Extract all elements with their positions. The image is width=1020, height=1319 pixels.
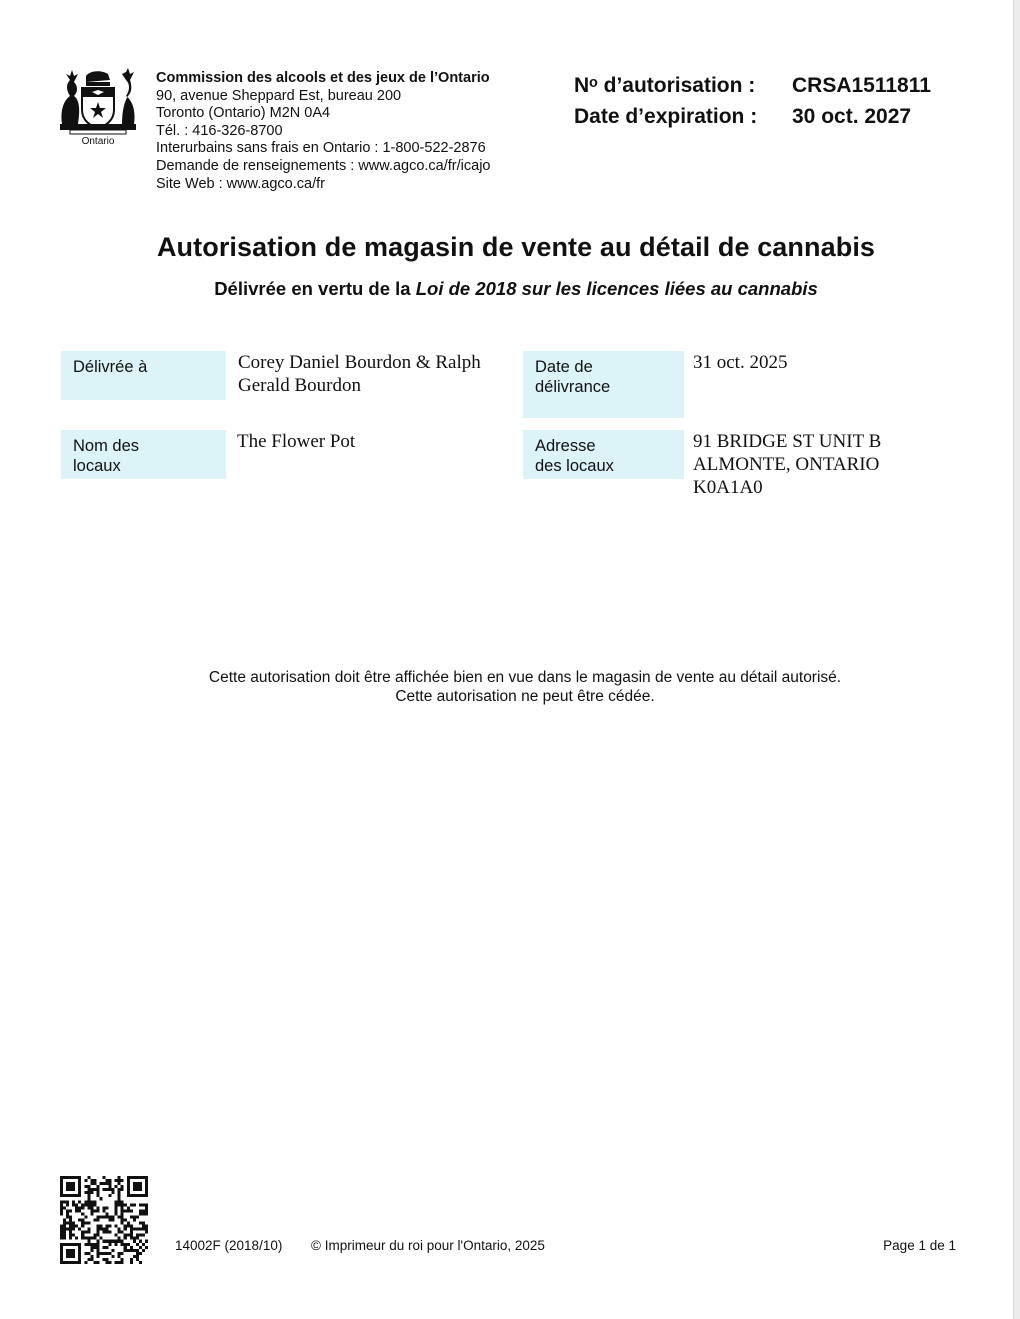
premises-name-label-line2: locaux (73, 457, 121, 475)
issued-to-value (238, 351, 481, 397)
organization-info (156, 70, 490, 193)
copyright-notice: © Imprimeur du roi pour l'Ontario, 2025 (311, 1238, 545, 1253)
premises-address-label-line2: des locaux (535, 457, 614, 475)
expiry-date-value: 30 oct. 2027 (792, 105, 912, 128)
premises-address-line1: 91 BRIDGE ST UNIT B (693, 431, 882, 452)
subtitle-prefix: Délivrée en vertu de la (214, 278, 416, 299)
issued-to-value-line1: Corey Daniel Bourdon & Ralph (238, 352, 481, 373)
authorization-block (574, 70, 931, 132)
subtitle-act: Loi de 2018 sur les licences liées au cannabis (415, 278, 818, 299)
page-number: Page 1 de 1 (883, 1238, 956, 1253)
document-subtitle (0, 278, 1020, 300)
premises-name-label-line1: Nom des (73, 437, 140, 455)
authorization-number-label: Nᵒ d’autorisation : (574, 74, 756, 97)
issue-date-value: 31 oct. 2025 (693, 352, 788, 373)
organization-phone: Tél. : 416-326-8700 (156, 122, 283, 139)
organization-inquiries: Demande de renseignements : www.agco.ca/fr/icajo (156, 157, 491, 174)
display-notice (0, 668, 1020, 706)
authorization-number-value: CRSA1511811 (792, 74, 931, 97)
expiry-date-row (574, 101, 931, 132)
issue-date-label-line2: délivrance (535, 378, 611, 396)
premises-address-line2: ALMONTE, ONTARIO (693, 454, 880, 475)
display-notice-line2: Cette autorisation ne peut être cédée. (395, 688, 655, 705)
authorization-number-row (574, 70, 931, 101)
organization-name: Commission des alcools et des jeux de l’Ontario (156, 70, 490, 86)
form-code: 14002F (2018/10) (175, 1238, 283, 1253)
issue-date-label-line1: Date de (535, 358, 593, 376)
issued-to-label-text: Délivrée à (73, 358, 148, 376)
issue-date-label (523, 351, 684, 418)
premises-name-label (61, 430, 226, 479)
premises-address-value (693, 430, 881, 499)
organization-website: Site Web : www.agco.ca/fr (156, 175, 325, 192)
organization-address-line2: Toronto (Ontario) M2N 0A4 (156, 105, 331, 122)
issued-to-value-line2: Gerald Bourdon (238, 375, 361, 396)
page-edge (1013, 0, 1020, 1319)
organization-toll-free: Interurbains sans frais en Ontario : 1-800-522-2876 (156, 140, 486, 157)
issued-to-label (61, 351, 226, 400)
document-title: Autorisation de magasin de vente au détail de cannabis (156, 232, 876, 262)
qr-code-icon[interactable] (60, 1176, 148, 1264)
display-notice-line1: Cette autorisation doit être affichée bien en vue dans le magasin de vente au détail autorisé. (208, 669, 842, 686)
organization-address-line1: 90, avenue Sheppard Est, bureau 200 (156, 87, 402, 104)
premises-name-value: The Flower Pot (237, 431, 356, 452)
premises-address-label-line1: Adresse (535, 437, 596, 455)
logo-label: Ontario (81, 136, 115, 147)
expiry-date-label: Date d’expiration : (574, 105, 758, 128)
premises-address-label (523, 430, 684, 479)
premises-address-line3: K0A1A0 (693, 477, 763, 498)
